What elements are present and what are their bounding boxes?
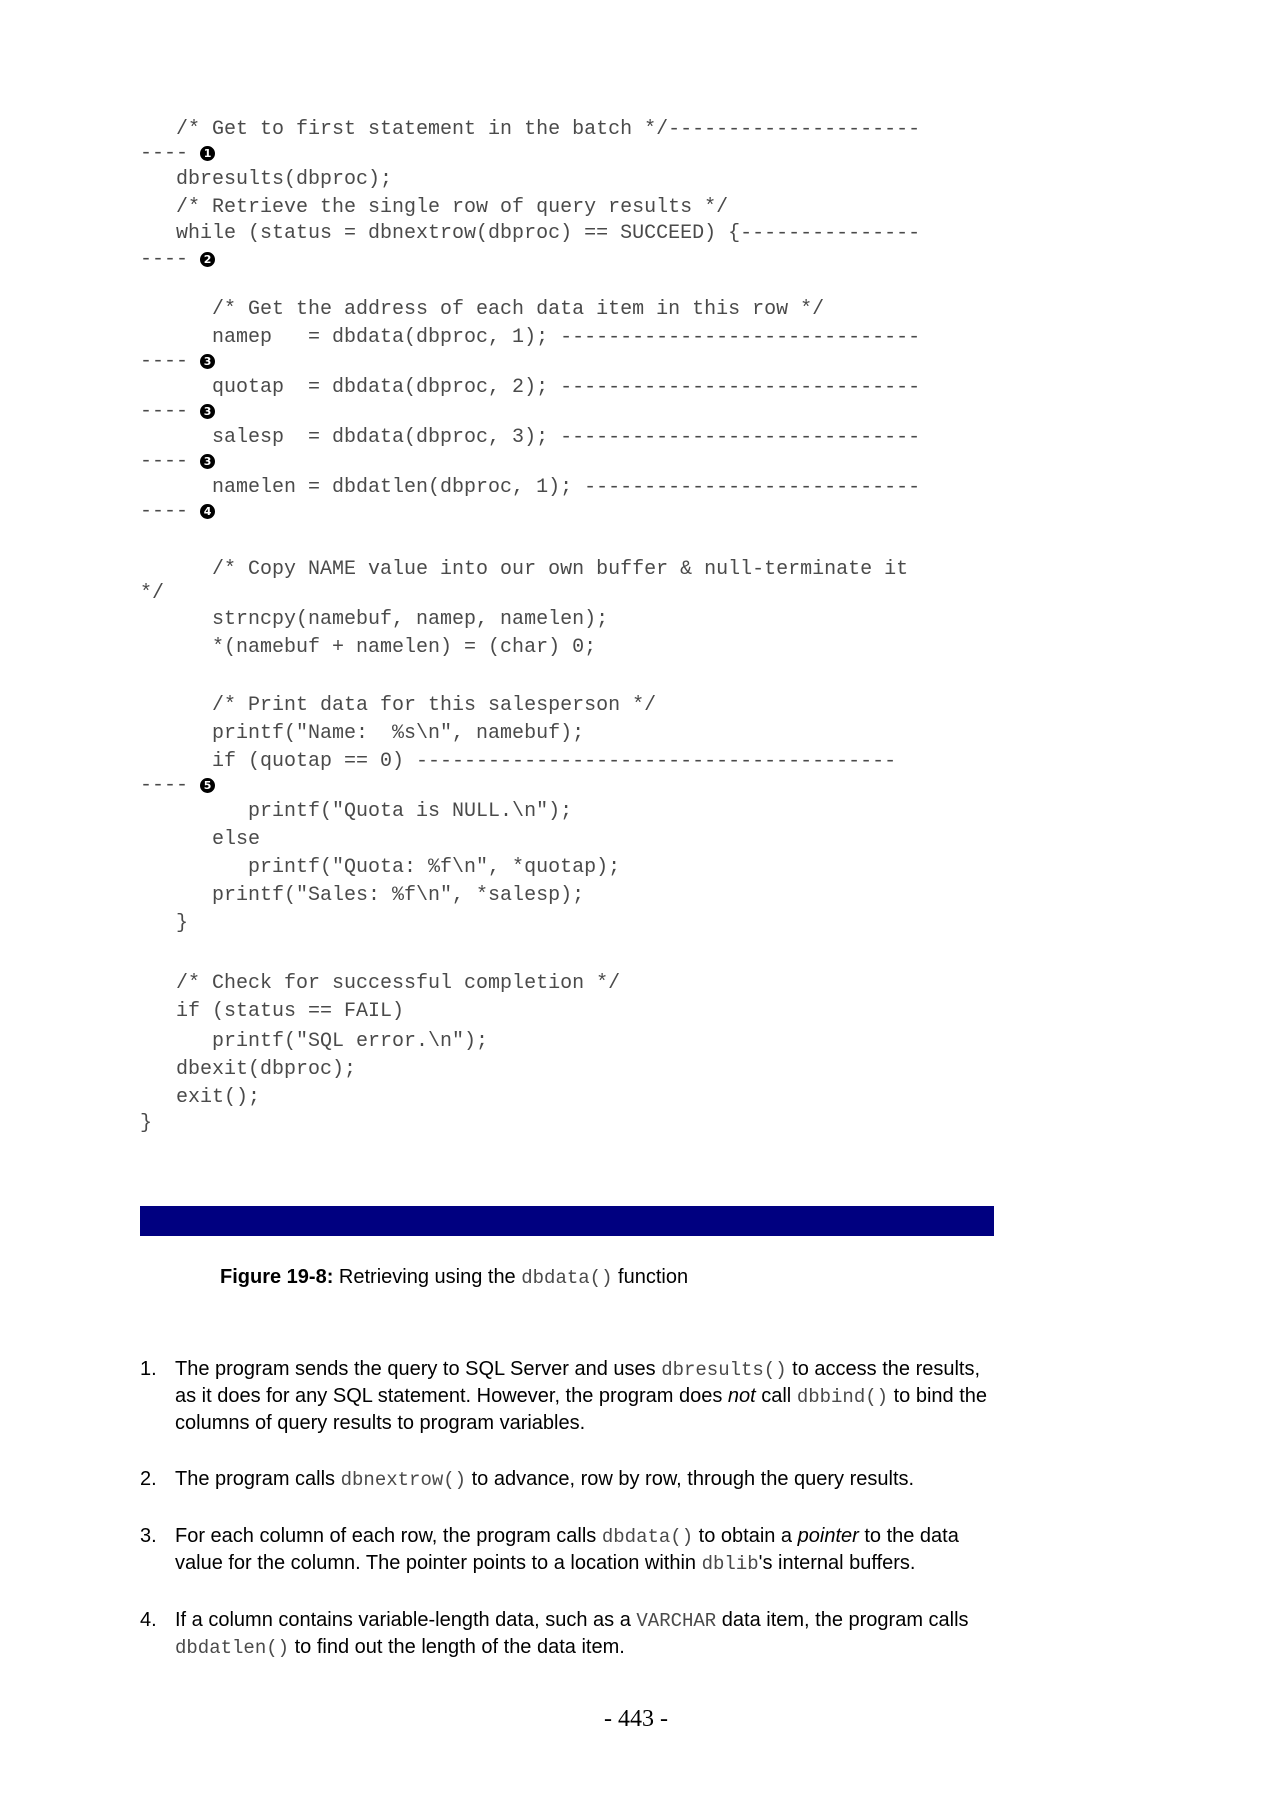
- callout-marker-icon: 3: [200, 404, 215, 419]
- code-text: else: [140, 828, 261, 851]
- code-text: dbresults(dbproc);: [140, 168, 393, 191]
- code-line: [140, 1112, 152, 1136]
- caption-label: Figure 19-8:: [220, 1266, 334, 1288]
- code-text: ----: [140, 400, 201, 423]
- item-text: to the data value for the column. The pointer points to a location within: [175, 1525, 959, 1574]
- inline-code: dbnextrow(): [340, 1469, 467, 1491]
- code-text: exit();: [140, 1086, 261, 1109]
- code-line: [140, 1000, 404, 1024]
- callout-marker-icon: 3: [200, 454, 215, 469]
- code-line: [140, 972, 620, 996]
- code-line: [140, 168, 392, 192]
- callout-marker-icon: 3: [200, 354, 215, 369]
- item-text: 's internal buffers.: [758, 1552, 916, 1574]
- code-line: [140, 476, 920, 500]
- code-line: [140, 118, 920, 142]
- inline-code: VARCHAR: [636, 1610, 717, 1632]
- code-text: quotap = dbdata(dbproc, 2); ------------------------------: [140, 376, 921, 399]
- code-text: printf("Sales: %f\n", *salesp);: [140, 884, 585, 907]
- figure-caption: [220, 1266, 688, 1289]
- item-number: 2.: [140, 1468, 157, 1490]
- list-item: [140, 1356, 1002, 1436]
- caption-text: Retrieving using the: [333, 1266, 522, 1288]
- code-text: if (status == FAIL): [140, 1000, 405, 1023]
- list-item: [140, 1607, 1002, 1661]
- code-line: [140, 500, 215, 524]
- code-line: [140, 608, 608, 632]
- item-text: For each column of each row, the program calls: [175, 1525, 602, 1547]
- code-text: ----: [140, 774, 201, 797]
- code-line: [140, 912, 188, 936]
- item-number: 4.: [140, 1609, 157, 1631]
- code-text: strncpy(namebuf, namep, namelen);: [140, 608, 609, 631]
- code-text: namelen = dbdatlen(dbproc, 1); ----------------------------: [140, 476, 921, 499]
- code-text: /* Print data for this salesperson */: [140, 694, 657, 717]
- inline-code: dbdata(): [601, 1526, 694, 1548]
- code-text: salesp = dbdata(dbproc, 3); ------------------------------: [140, 426, 921, 449]
- code-text: /* Copy NAME value into our own buffer & null-terminate it: [140, 558, 909, 581]
- inline-code: dblib: [701, 1553, 759, 1575]
- item-text: data item, the program calls: [716, 1609, 969, 1631]
- code-line: [140, 450, 215, 474]
- code-line: [140, 582, 164, 606]
- code-line: [140, 774, 215, 798]
- item-text: pointer: [797, 1525, 859, 1547]
- callout-marker-icon: 5: [200, 778, 215, 793]
- item-text: to find out the length of the data item.: [289, 1636, 625, 1658]
- code-line: [140, 636, 596, 660]
- code-text: *(namebuf + namelen) = (char) 0;: [140, 636, 597, 659]
- item-text: to access the results, as it does for any SQL statement. However, the program does: [175, 1358, 981, 1407]
- inline-code: dbresults(): [661, 1359, 787, 1381]
- code-line: [140, 558, 908, 582]
- code-text: ----: [140, 450, 201, 473]
- code-text: ----: [140, 248, 201, 271]
- figure-bar: [140, 1206, 994, 1236]
- steps-list: [140, 1356, 1002, 1691]
- item-number: 3.: [140, 1525, 157, 1547]
- code-text: printf("Quota is NULL.\n");: [140, 800, 573, 823]
- callout-marker-icon: 1: [200, 146, 215, 161]
- code-text: ----: [140, 500, 201, 523]
- list-item: [140, 1523, 1002, 1577]
- code-line: [140, 800, 572, 824]
- page-number: - 443 -: [604, 1706, 668, 1732]
- code-line: [140, 222, 920, 246]
- code-text: /* Get the address of each data item in this row */: [140, 298, 825, 321]
- callout-marker-icon: 2: [200, 252, 215, 267]
- inline-code: dbdatlen(): [175, 1637, 290, 1659]
- item-text: to bind the columns of query results to program variables.: [175, 1385, 987, 1434]
- code-line: [140, 1086, 260, 1110]
- code-line: [140, 350, 215, 374]
- code-line: [140, 1030, 488, 1054]
- code-line: [140, 884, 584, 908]
- code-text: /* Retrieve the single row of query results */: [140, 196, 729, 219]
- code-text: printf("Name: %s\n", namebuf);: [140, 722, 585, 745]
- code-text: /* Get to first statement in the batch */---------------------: [140, 118, 921, 141]
- caption-code: dbdata(): [521, 1267, 613, 1289]
- code-line: [140, 856, 620, 880]
- code-text: ----: [140, 142, 201, 165]
- code-text: printf("SQL error.\n");: [140, 1030, 489, 1053]
- code-text: while (status = dbnextrow(dbproc) == SUCCEED) {---------------: [140, 222, 921, 245]
- code-line: [140, 298, 824, 322]
- code-text: printf("Quota: %f\n", *quotap);: [140, 856, 621, 879]
- item-number: 1.: [140, 1358, 157, 1380]
- code-line: [140, 828, 260, 852]
- code-line: [140, 196, 728, 220]
- code-line: [140, 750, 896, 774]
- code-text: }: [140, 912, 189, 935]
- inline-code: dbbind(): [796, 1386, 889, 1408]
- caption-suffix: function: [612, 1266, 689, 1288]
- code-text: /* Check for successful completion */: [140, 972, 621, 995]
- item-text: to obtain a: [693, 1525, 798, 1547]
- code-line: [140, 142, 215, 166]
- callout-marker-icon: 4: [200, 504, 215, 519]
- code-line: [140, 426, 920, 450]
- item-text: to advance, row by row, through the query results.: [466, 1468, 915, 1490]
- code-line: [140, 376, 920, 400]
- code-line: [140, 694, 656, 718]
- code-line: [140, 722, 584, 746]
- code-line: [140, 1058, 356, 1082]
- code-line: [140, 400, 215, 424]
- code-text: }: [140, 1112, 153, 1135]
- code-text: ----: [140, 350, 201, 373]
- item-text: The program sends the query to SQL Server and uses: [175, 1358, 662, 1380]
- code-text: dbexit(dbproc);: [140, 1058, 357, 1081]
- code-text: */: [140, 582, 165, 605]
- item-text: call: [755, 1385, 797, 1407]
- code-text: if (quotap == 0) ----------------------------------------: [140, 750, 897, 773]
- item-text: not: [727, 1385, 756, 1407]
- item-text: The program calls: [175, 1468, 341, 1490]
- code-line: [140, 248, 215, 272]
- code-text: namep = dbdata(dbproc, 1); ------------------------------: [140, 326, 921, 349]
- code-line: [140, 326, 920, 350]
- list-item: [140, 1466, 1002, 1493]
- item-text: If a column contains variable-length data, such as a: [175, 1609, 637, 1631]
